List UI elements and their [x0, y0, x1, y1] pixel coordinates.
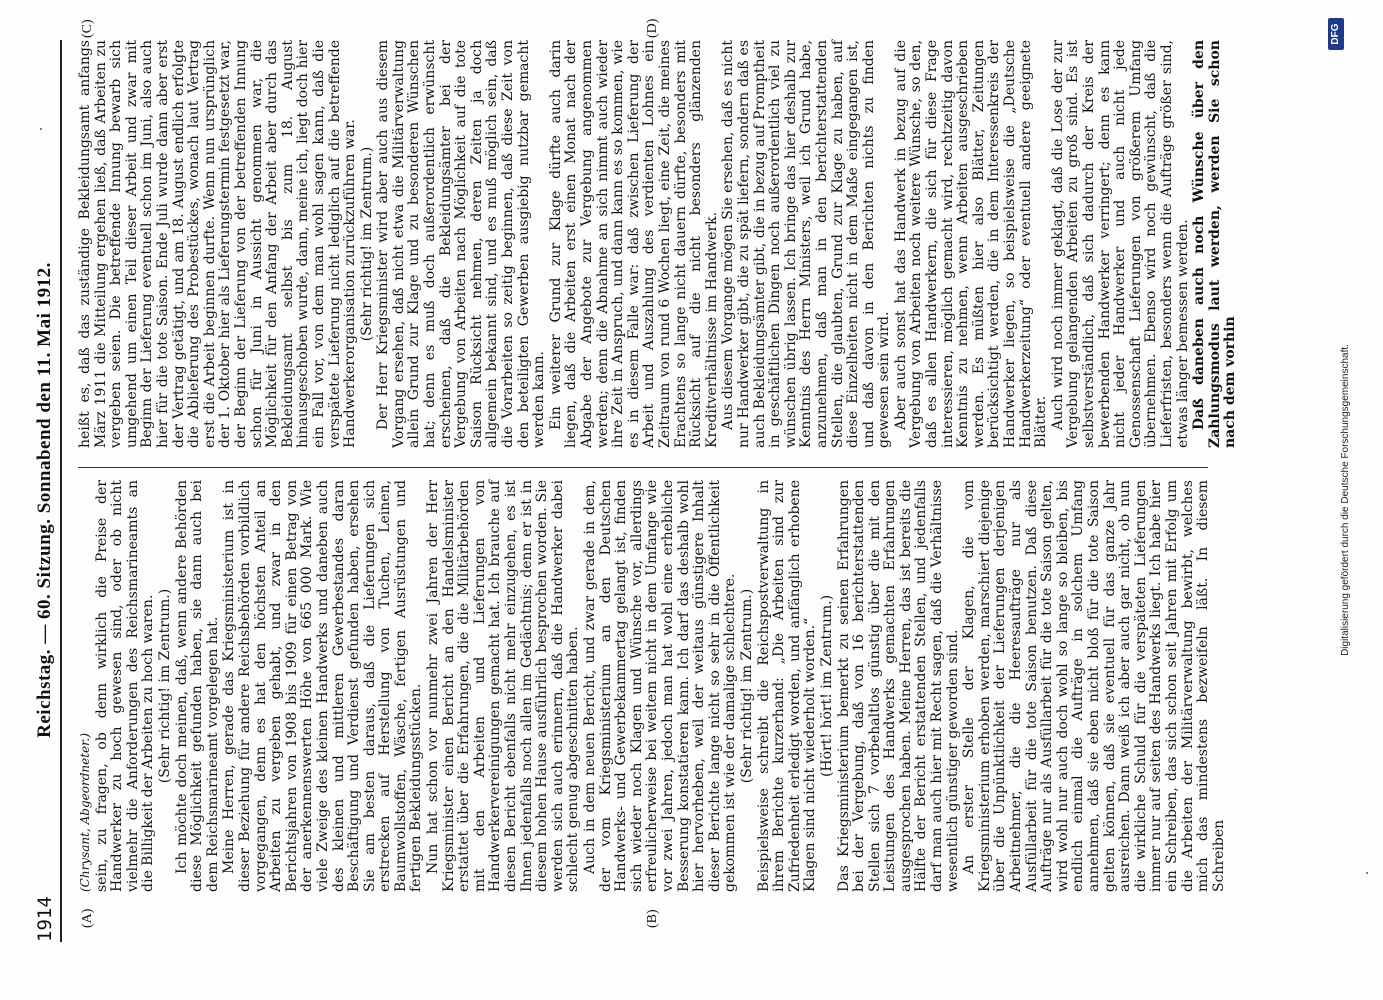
dfg-logo: DFG — [1328, 18, 1344, 50]
text-column-left — [78, 480, 1227, 892]
paragraph: Aber auch sonst hat das Handwerk in bezug auf die Vergebung von Arbeiten noch weitere Wünsche, so den, daß es allen Handwerkern, die sich für diese Frage interessieren, möglich gemacht wird, rechtzeitig davon Kenntnis zu nehmen, wenn Arbeiten ausgeschrieben werden. Es müßten hier also Blätter, Zeitungen berücksichtigt werden, die in dem Interessenkreis der Handwerker liegen, so beispielsweise die „Deutsche Handwerkerzeitung“ oder eventuell andere geeignete Blätter. — [892, 40, 1050, 448]
interjection: (Hört! hört! im Zentrum.) — [818, 594, 835, 778]
digitization-note: Digitalisierung gefördert durch die Deutsche Forschungsgemeinschaft. — [1340, 344, 1351, 656]
paragraph: Aus diesem Vorgange mögen Sie ersehen, daß es nicht nur Handwerker gibt, die zu spät liefern, sondern daß es auch Bekleidungsämter gibt, die in bezug auf Promptheit in geschäftlichen Dingen noch außerordentlich viel zu wünschen übrig lassen. Ich bringe das hier deshalb zur Kenntnis des Herrn Ministers, weil ich Grund habe, anzunehmen, daß man in den berichterstattenden Stellen, die glaubten, Grund zur Klage zu haben, auf diese Einzelheiten nicht in dem Maße eingegangen ist, und daß davon in den Berichten nichts zu finden gewesen sein wird. — [720, 40, 893, 448]
paragraph: Nun hat schon vor nunmehr zwei Jahren der Herr Kriegsminister einen Bericht an den Handelsminister erstattet über die Erfahrungen, die die Militärbehörden mit den Arbeiten und Lieferungen von Handwerkervereinigungen gemacht hat. Ich brauche auf diesen Bericht ebenfalls nicht mehr einzugehen, es ist Ihnen jedenfalls noch allen im Gedächtnis; denn er ist in diesem hohen Hause ausführlich besprochen worden. Sie werden sich auch erinnern, daß die Handwerker dabei schlecht genug abgeschnitten haben. — [425, 480, 582, 892]
paragraph: An erster Stelle der Klagen, die vom Kriegsministerium erhoben werden, marschiert diejenige über die Unpünktlichkeit der Lieferungen derjenigen Arbeitnehmer, die die Heeresaufträge nur als Ausfüllarbeit für die tote Saison benutzen. Daß diese Aufträge nur als Ausfüllarbeit für die tote Saison gelten, wird wohl nur auch doch wohl so lange so bleiben, bis endlich einmal die Aufträge in solchem Umfang annehmen, daß sie eben nicht bloß für die tote Saison gelten können, daß sie eventuell für das ganze Jahr ausreichen. Dann weiß ich aber auch gar nicht, ob nun die wirkliche Schuld für die verspäteten Lieferungen immer nur auf seiten des Handwerks liegt. Ich habe hier ein Schreiben, das sich schon seit Jahren mit Erfolg um die Arbeiten der Militärverwaltung bewirbt, welches mich das mindestens bezweifeln läßt. In diesem Schreiben — [961, 480, 1227, 892]
column-divider — [78, 467, 1208, 468]
interjection: (Sehr richtig! im Zentrum.) — [738, 588, 755, 784]
paragraph: Daß daneben auch noch Wünsche über den Zahlungsmodus laut werden, werden Sie schon nach dem vorhin — [1191, 40, 1239, 448]
paragraph: Auch wird noch immer geklagt, daß die Lose der zur Vergebung gelangenden Arbeiten zu groß sind. Es ist selbstverständlich, daß sich dadurch der Kreis der bewerbenden Handwerker verringert; denn es kann nicht jeder Handwerker und auch nicht jede Genossenschaft Lieferungen von größerem Umfang übernehmen. Ebenso wird noch gewünscht, daß die Lieferfristen, besonders wenn die Aufträge größer sind, etwas länger bemessen werden. — [1049, 40, 1191, 448]
paragraph: Ein weiterer Grund zur Klage dürfte auch darin liegen, daß die Arbeiten erst einen Monat nach der Abgabe der Angebote zur Vergebung angenommen werden; denn die Abnahme an sich nimmt auch wieder ihre Zeit in Anspruch, und dann kann es so kommen, wie es in diesem Falle war: daß zwischen Lieferung der Arbeit und Auszahlung des verdienten Lohnes ein Zeitraum von rund 6 Wochen liegt, eine Zeit, die meines Erachtens so lange nicht dauern dürfte, besonders mit Rücksicht auf die nicht besonders glänzenden Kreditverhältnisse im Handwerk. — [547, 40, 720, 448]
page-header — [28, 0, 68, 1000]
paragraph: Auch in dem neuen Bericht, und zwar gerade in dem, der vom Kriegsministerium an den Deutschen Handwerks- und Gewerbekammertag gelangt ist, finden sich wieder noch Klagen und Wünsche vor, allerdings erfreulicherweise bei weitem nicht in dem Umfange wie vor zwei Jahren, jedoch man hat wohl eine erhebliche Besserung konstatieren kann. Ich darf das deshalb wohl hier hervorheben, weil der weitaus günstigere Inhalt dieser Berichte lange nicht so sehr in die Öffentlichkeit gekommen ist wie der damalige schlechtere. — [582, 480, 739, 892]
paragraph: Beispielsweise schreibt die Reichspostverwaltung in ihrem Berichte kurzerhand: „Die Arbeiten sind zur Zufriedenheit erledigt worden, und anfänglich erhobene Klagen sind nicht wiederholt worden.“ — [755, 480, 819, 892]
paragraph: Meine Herren, gerade das Kriegsministerium ist in dieser Beziehung für andere Reichsbehörden vorbildlich vorgegangen, denn es hat den höchsten Anteil an Arbeiten zu vergeben gehabt, und zwar in den Berichtsjahren von 1908 bis 1909 für einen Betrag von der anerkennenswerten Höhe von 665 000 Mark. Wie viele Zweige des kleinen Handwerks und daneben auch des kleinen und mittleren Gewerbestandes daran Beschäftigung und Verdienst gefunden haben, ersehen Sie am besten daraus, daß die Lieferungen sich erstrecken auf Herstellung von Tuchen, Leinen, Baumwollstoffen, Wäsche, fertigen Ausrüstungen und fertigen Bekleidungsstücken. — [221, 480, 425, 892]
text-column-right — [77, 40, 1239, 448]
paragraph: heißt es, daß das zuständige Bekleidungsamt anfangs März 1911 die Mitteilung ergehen ließ, daß Arbeiten zu vergeben seien. Die betreffende Innung bewarb sich umgehend um einen Teil dieser Arbeit und zwar mit Beginn der Lieferung eventuell schon im Juni, also auch hier für die tote Saison. Ende Juli wurde dann aber erst der Vertrag getätigt, und am 18. August endlich erfolgte die Ablieferung des Probestückes, wonach laut Vertrag erst die Arbeit beginnen durfte. Wenn nun ursprünglich der 1. Oktober hier als Lieferungstermin festgesetzt war, der Beginn der Lieferung von der betreffenden Innung schon für Juni in Aussicht genommen war, die Möglichkeit für den Anfang der Arbeit aber durch das Bekleidungsamt selbst bis zum 18. August hinausgeschoben wurde, dann, meine ich, liegt doch hier ein Fall vor, von dem man wohl sagen kann, daß die verspätete Lieferung nicht lediglich auf die betreffende Handwerkerorganisation zurückzuführen war. — [77, 40, 359, 448]
paragraph: Der Herr Kriegsminister wird aber auch aus diesem Vorgang ersehen, daß nicht etwa die Militärverwaltung allein Grund zur Klage und zu besonderen Wünschen hat; denn es muß doch außerordentlich erwünscht erscheinen, daß die Bekleidungsämter bei der Vergebung von Arbeiten nach Möglichkeit auf die tote Saison Rücksicht nehmen, deren Zeiten ja doch allgemein bekannt sind, und es muß möglich sein, daß die Vorarbeiten so zeitig beginnen, daß diese Zeit von den beteiligten Gewerben ausgiebig nutzbar gemacht werden kann. — [375, 40, 548, 448]
page-number: 1914 — [34, 896, 56, 942]
margin-marker-c: (C) — [80, 19, 95, 38]
paragraph: Das Kriegsministerium bemerkt zu seinen Erfahrungen bei der Vergebung, daß von 16 berichterstattenden Stellen sich 7 vorbehaltlos günstig über die mit den Leistungen des Handwerks gemachten Erfahrungen ausgesprochen haben. Meine Herren, das ist bereits die Hälfte der Bericht erstattenden Stellen, und jedenfalls darf man auch hier mit Recht sagen, daß die Verhältnisse wesentlich günstiger geworden sind. — [835, 480, 961, 892]
paragraph: sein, zu fragen, ob denn wirklich die Preise der Handwerker zu hoch gewesen sind, oder ob nicht vielmehr die Anforderungen des Reichsmarineamts an die Billigkeit der Arbeiten zu hoch waren. — [93, 480, 157, 892]
margin-marker-a: (A) — [80, 908, 95, 928]
paragraph: Ich möchte doch meinen, daß, wenn andere Behörden diese Möglichkeit gefunden haben, sie dann auch bei dem Reichsmarineamt vorgelegen hat. — [173, 480, 221, 892]
margin-marker-b: (B) — [645, 909, 660, 928]
running-title: Reichstag. — 60. Sitzung. Sonnabend den 11. Mai 1912. — [34, 262, 55, 738]
interjection: (Sehr richtig! im Zentrum.) — [156, 588, 173, 784]
header-rule — [60, 40, 62, 942]
margin-marker-d: (D) — [645, 18, 660, 38]
speaker-line: (Chrysant, Abgeordneter.) — [78, 732, 92, 892]
interjection: (Sehr richtig! im Zentrum.) — [358, 146, 375, 342]
